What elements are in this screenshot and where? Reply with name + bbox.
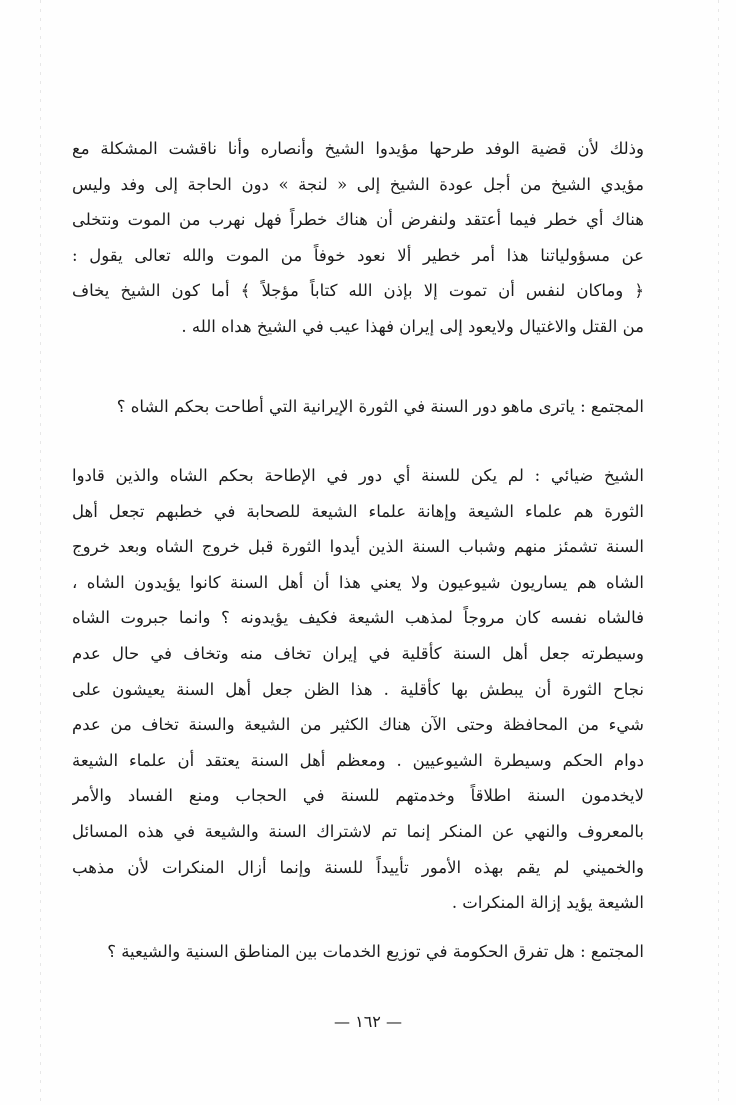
- question-1: [72, 389, 644, 425]
- page-number: — ١٦٢ —: [334, 1012, 402, 1031]
- answer-line: بالمعروف والنهي عن المنكر إنما تم لاشتراك السنة والشيعة في هذه المسائل: [72, 821, 644, 841]
- answer-line: الشيخ ضيائي : لم يكن للسنة أي دور في الإطاحة بحكم الشاه والذين قادوا: [72, 466, 644, 485]
- answer-line: نجاح الثورة أن يبطش بها كأقلية . هذا الظن جعل أهل السنة يعيشون على: [72, 679, 644, 699]
- answer-1: [72, 458, 644, 921]
- answer-line: الثورة هم علماء الشيعة وإهانة علماء الشيعة للصحابة في خطبهم تجعل أهل: [72, 501, 644, 521]
- paragraph-1: [72, 131, 644, 345]
- answer-line: والخميني لم يقم بهذه الأمور تأييداً للسنة وإنما أزال المنكرات لأن مذهب: [72, 857, 644, 877]
- paragraph-line: وذلك لأن قضية الوفد طرحها مؤيدوا الشيخ وأنصاره وأنا ناقشت المشكلة مع: [72, 139, 644, 158]
- answer-line: الشاه هم يساريون شيوعيون ولا يعني هذا أن أهل السنة كانوا يؤيدون الشاه ،: [72, 572, 644, 592]
- answer-line: دوام الحكم وسيطرة الشيوعيين . ومعظم أهل السنة يعتقد أن علماء الشيعة: [72, 750, 644, 770]
- scan-edge-right: [718, 0, 719, 1105]
- scan-edge-left: [40, 0, 41, 1105]
- question-2: [72, 934, 644, 970]
- answer-line: السنة تشمئز منهم وشباب السنة الذين أيدوا الثورة قبل خروج الشاه وبعد خروج: [72, 537, 644, 557]
- answer-line: الشيعة يؤيد إزالة المنكرات .: [451, 893, 644, 913]
- answer-line: فالشاه نفسه كان مروجاً لمذهب الشيعة فكيف يؤيدونه ؟ وانما جبروت الشاه: [72, 608, 644, 628]
- paragraph-line: هناك أي خطر فيما أعتقد ولنفرض أن هناك خطراً فهل نهرب من الموت ونتخلى: [72, 210, 644, 230]
- answer-line: لايخدمون السنة اطلاقاً وخدمتهم للسنة في الحجاب ومنع الفساد والأمر: [72, 786, 644, 806]
- paragraph-line: مؤيدي الشيخ من أجل عودة الشيخ إلى « لنجة » دون الحاجة إلى وفد وليس: [72, 174, 644, 194]
- answer-line: وسيطرته جعل أهل السنة كأقلية في إيران تخاف منه وتخاف في حال عدم: [72, 643, 644, 663]
- paragraph-line: من القتل والاغتيال ولايعود إلى إيران فهذا عيب في الشيخ هداه الله .: [181, 316, 644, 336]
- question-text: المجتمع : ياترى ماهو دور السنة في الثورة الإيرانية التي أطاحت بحكم الشاه ؟: [116, 397, 644, 416]
- question-text: المجتمع : هل تفرق الحكومة في توزيع الخدمات بين المناطق السنية والشيعية ؟: [107, 942, 644, 961]
- paragraph-line: عن مسؤولياتنا هذا أمر خطير ألا نعود خوفاً من الموت والله تعالى يقول :: [72, 245, 644, 265]
- answer-line: شيء من المحافظة وحتى الآن هناك الكثير من الشيعة والسنة تخاف من عدم: [72, 715, 644, 735]
- paragraph-line: ﴿ وماكان لنفس أن تموت إلا بإذن الله كتاباً مؤجلاً ﴾ أما كون الشيخ يخاف: [72, 281, 644, 301]
